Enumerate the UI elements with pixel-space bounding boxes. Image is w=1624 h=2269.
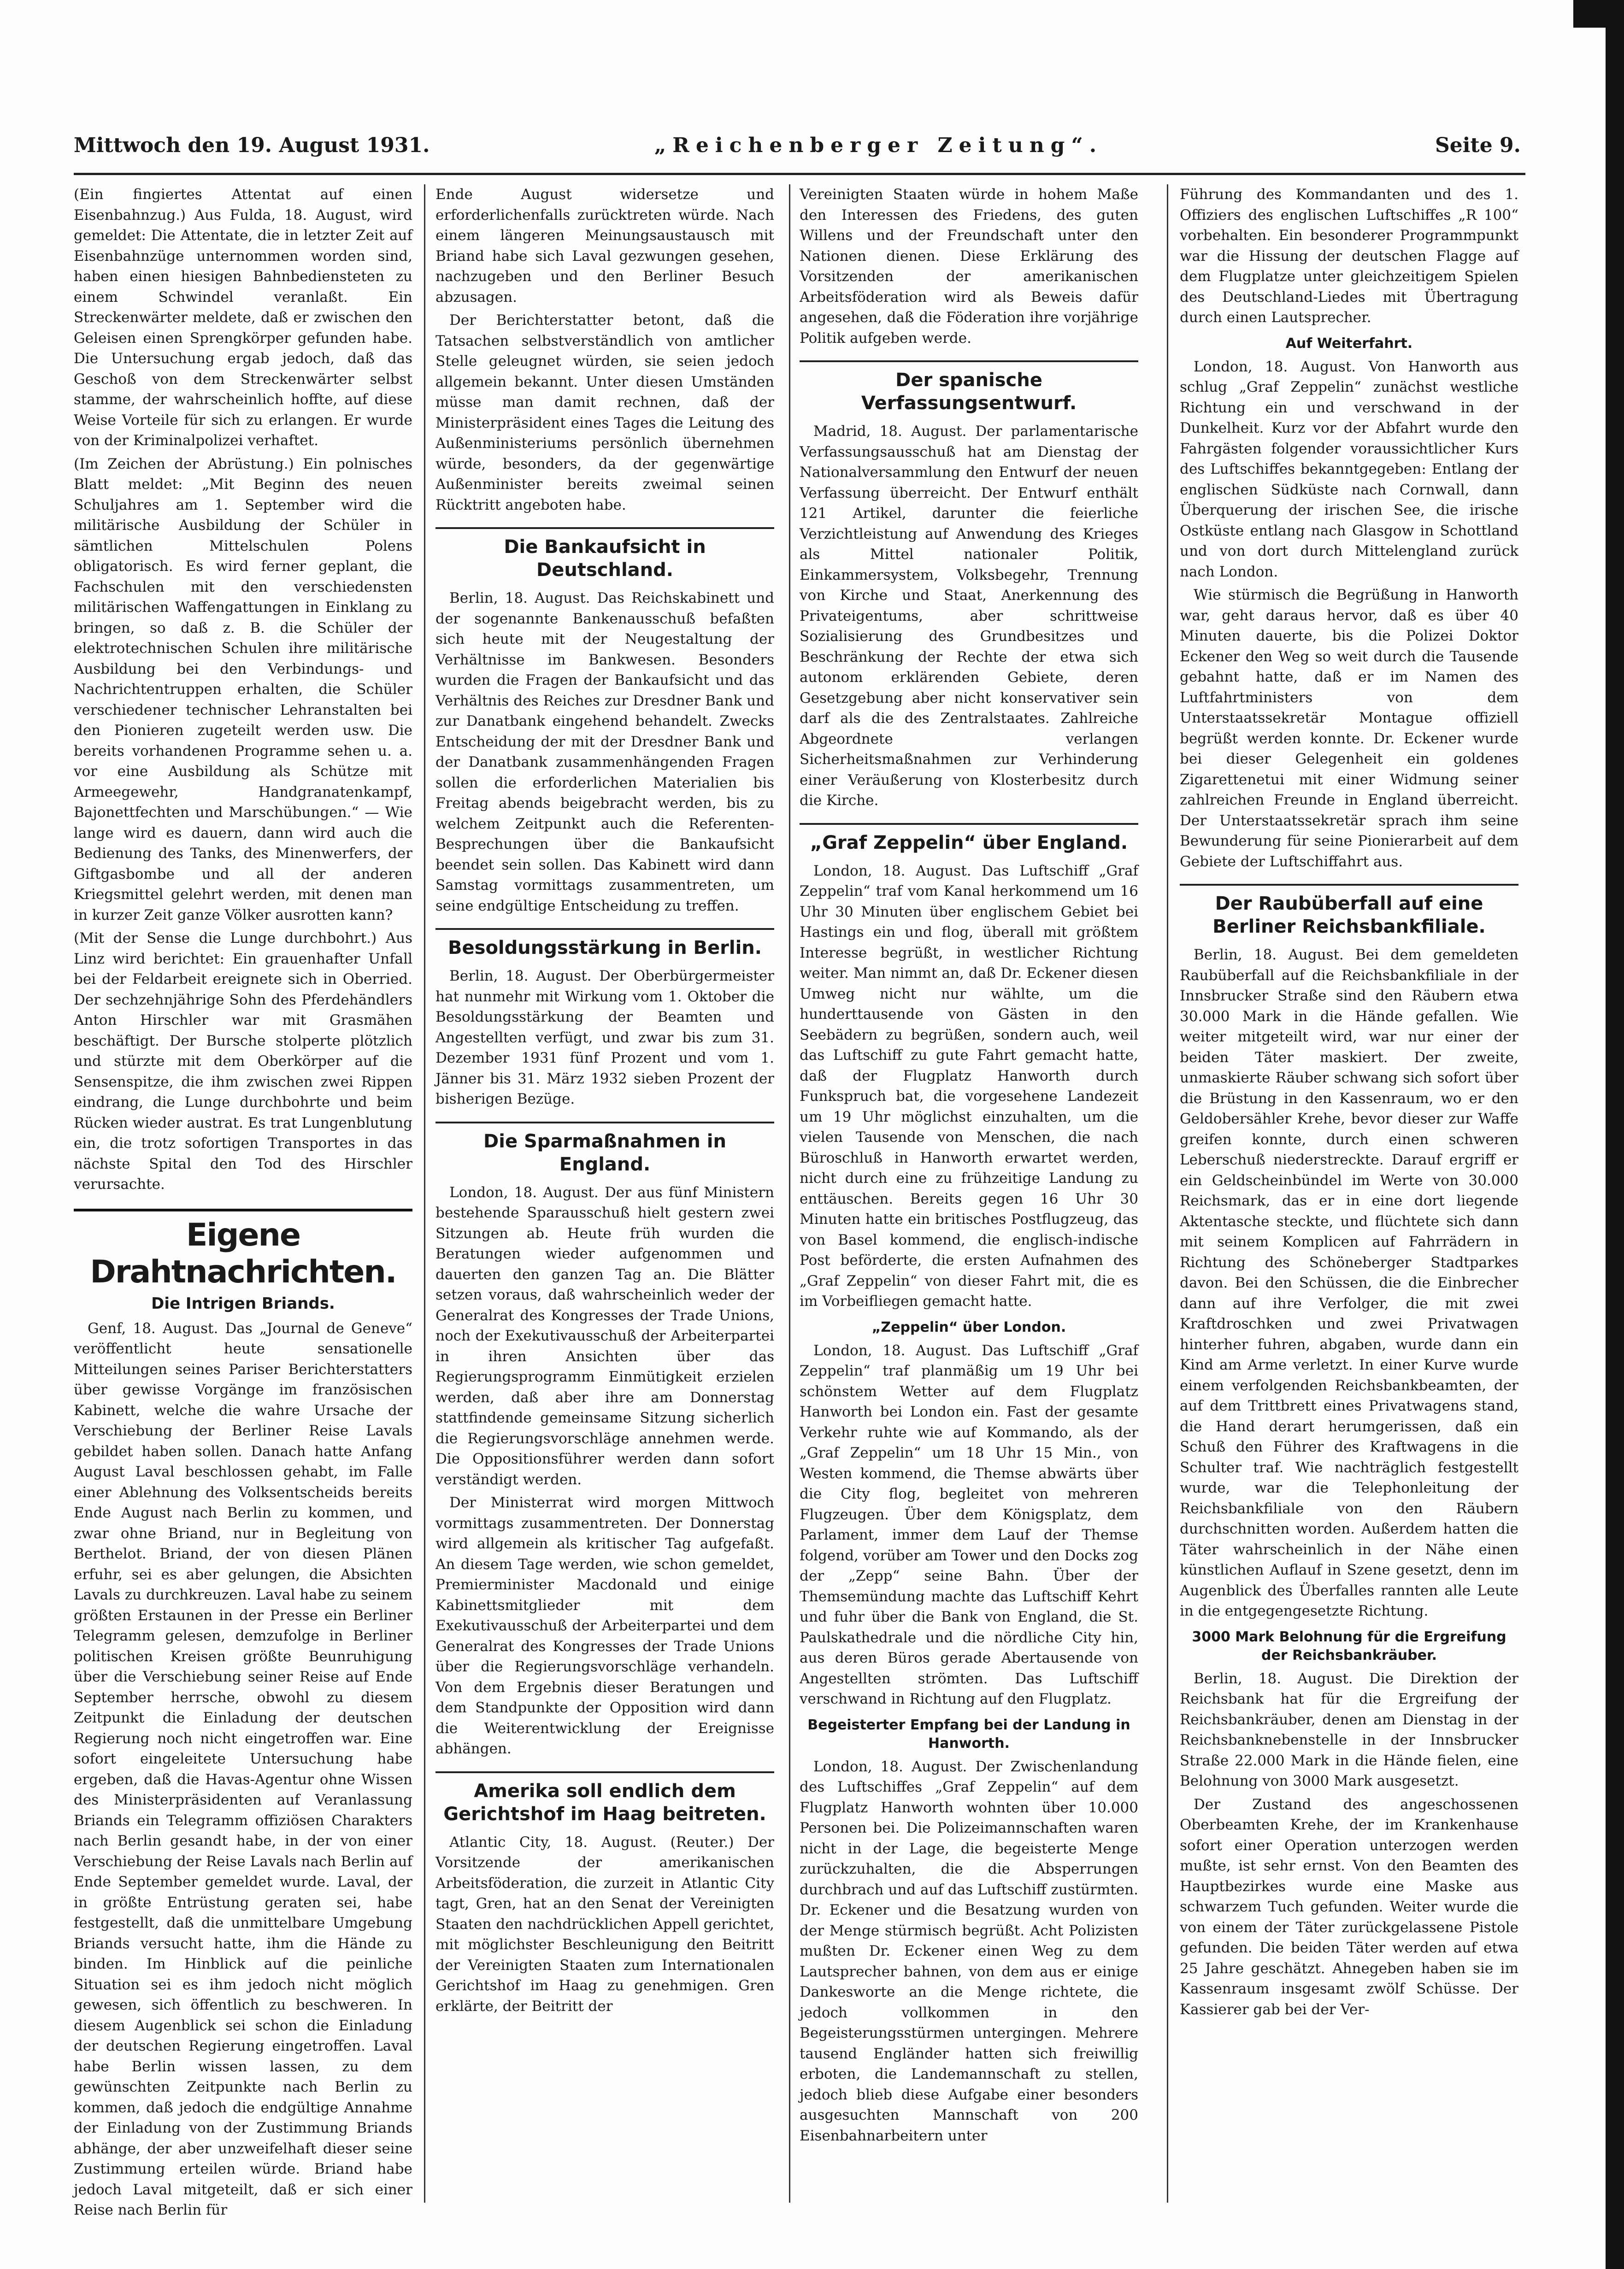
article-raubueberfall-body: Berlin, 18. August. Bei dem gemeldeten Raubüberfall auf die Reichsbankfiliale in der Innsbrucker Straße sind den Räubern etwa 30.000 Mark in die Hände gefallen. Wie weiter mitgeteilt wird, war nur einer der beiden Täter maskiert. Der zweite, unmaskierte Räuber schwang sich sofort über die Brüstung in den Kassenraum, wo er den Geldobersähler Krehe, bevor dieser zur Waffe greifen konnte, durch einen schweren Leberschuß niederstreckte. Darauf ergriff er ein Geldscheinbündel im Werte von 30.000 Reichsmark, das er in eine dort liegende Aktentasche steckte, und flüchtete sich dann mit seinem Komplicen auf Fahrrädern in Richtung des Schöneberger Stadtparkes davon. Bei den Schüssen, die die Einbrecher dann auf ihre Verfolger, die mit zwei Kraftdroschken und zwei Privatwagen hinterher fuhren, abgaben, wurde dann ein Kind am Arme verletzt. In einer Kurve wurde einem verfolgenden Reichsbankbeamten, der auf dem Trittbrett eines Privatwagens stand, die Hand derart herumgerissen, daß ein Schuß den Führer des Kraftwagens in die Schulter traf. Wie nachträglich festgestellt wurde, war die Telephonleitung der Reichsbankfiliale von den Räubern durchschnitten worden. Außerdem hatten die Täter wahrscheinlich in der Nähe einen künstlichen Auflauf in Szene gesetzt, denn im Augenblick des Überfalles rannten alle Leute in die entgegengesetzte Richtung.: [1180, 946, 1518, 1619]
article-sense: (Mit der Sense die Lunge durchbohrt.) Aus Linz wird berichtet: Ein grauenhafter Unfall bei der Feldarbeit ereignete sich in Oberried. Der sechzehnjährige Sohn des Pferdehändlers Anton Hirschler war mit Grasmähen beschäftigt. Der Bursche stolperte plötzlich und stürzte mit dem Oberkörper auf die Sensenspitze, die ihm zwischen zwei Rippen eindrang, die Lunge durchbohrte und beim Rücken wieder austrat. Es trat Lungenblutung ein, die trotz sofortigen Transportes in das nächste Spital den Tod des Hirschler verursachte.: [74, 930, 412, 1193]
column-4: [1180, 184, 1518, 2203]
column-3: [800, 184, 1138, 2203]
scan-border: [1606, 0, 1624, 2269]
header-paper-title: „Reichenberger Zeitung“.: [654, 134, 1103, 157]
article-amerika-body: Atlantic City, 18. August. (Reuter.) Der Vorsitzende der amerikanischen Arbeitsföderation, die zurzeit in Atlantic City tagt, Gren, hat an den Senat der Vereinigten Staaten den nachdrücklichen Appell gerichtet, mit möglichster Beschleunigung den Beitritt der Vereinigten Staaten zum Internationalen Gerichtshof im Haag zu genehmigen. Gren erklärte, der Beitritt der: [435, 1834, 774, 2015]
header-page-number: Seite 9.: [1435, 134, 1521, 157]
article-belohnung-body-2: Der Zustand des angeschossenen Oberbeamten Krehe, der im Krankenhause sofort einer Operation unterzogen werden mußte, ist sehr ernst. Von den Beamten des Hauptbezirkes wurde eine Maske aus schwarzem Tuch gefunden. Weiter wurde die von einem der Täter zurückgelassene Pistole gefunden. Die beiden Täter werden auf etwa 25 Jahre geschätzt. Ahnegeben haben sie im Kassenraum insgesamt zwölf Schüsse. Der Kassierer gab bei der Ver-: [1180, 1796, 1518, 2018]
column-2: [435, 184, 774, 2203]
article-zeppelin-body: London, 18. August. Das Luftschiff „Graf Zeppelin“ traf vom Kanal herkommend um 16 Uhr 30 Minuten über englischem Gebiet bei Hastings ein und flog, überall mit größtem Interesse begrüßt, in westlicher Richtung weiter. Man nimmt an, daß Dr. Eckener diesen Umweg nicht nur wählte, um die hunderttausende von Gästen in den Seebädern zu begrüßen, sondern auch, weil das Luftschiff zu gute Fahrt gemacht hatte, daß der Flugplatz Hanworth durch Funkspruch bat, die vorgesehene Landezeit um 19 Uhr möglichst einzuhalten, um die vielen Tausende von Menschen, die nach Büroschluß in Hanworth erwartet werden, nicht durch eine zu frühzeitige Landung zu enttäuschen. Bereits gegen 16 Uhr 30 Minuten hatte ein britisches Postflugzeug, das von Basel kommend, die englisch-indische Post beförderte, die ersten Aufnahmen des „Graf Zeppelin“ von dieser Fahrt mit, die es im Vorbeifliegen gemacht hatte.: [800, 862, 1138, 1310]
column-divider: [1167, 184, 1168, 2203]
column-divider: [789, 184, 790, 2203]
column-divider: [424, 184, 425, 2203]
column-1: [74, 184, 412, 2218]
headline-raubueberfall: Der Raubüberfall auf eine Berliner Reichsbankfiliale.: [1180, 884, 1518, 938]
article-besoldung-body: Berlin, 18. August. Der Oberbürgermeister hat nunmehr mit Wirkung vom 1. Oktober die Besoldungsstärkung der Beamten und Angestellten verfügt, und zwar bis zum 31. Dezember 1931 fünf Prozent und vom 1. Jänner bis 31. März 1932 sieben Prozent der bisherigen Bezüge.: [435, 968, 774, 1107]
article-spanien-body: Madrid, 18. August. Der parlamentarische Verfassungsausschuß hat am Dienstag der Nationalversammlung den Entwurf der neuen Verfassung überreicht. Der Entwurf enthält 121 Artikel, darunter die feierliche Verzichtleistung auf Anwendung des Krieges als Mittel nationaler Politik, Einkammersystem, Volksbegehr, Trennung von Kirche und Staat, Anerkennung des Privateigentums, aber schrittweise Sozialisierung des Grundbesitzes und Beschränkung der Rechte der etwa sich autonom erklärenden Gebiete, deren Gesetzgebung aber nicht konservativer sein darf als die des Zentralstaates. Zahlreiche Abgeordnete verlangen Sicherheitsmaßnahmen zur Verhinderung einer Veräußerung von Klosterbesitz durch die Kirche.: [800, 423, 1138, 809]
headline-spanische-verfassung: Der spanische Verfassungsentwurf.: [800, 360, 1138, 415]
article-briand-continued: Ende August widersetze und erforderlichenfalls zurücktreten würde. Nach einem längeren Meinungsaustausch mit Briand habe sich Laval gezwungen gesehen, nachzugeben und den Berliner Besuch abzusagen.: [435, 186, 774, 306]
article-sparmassnahmen-body: London, 18. August. Der aus fünf Ministern bestehende Sparausschuß hielt gestern zwei Sitzungen ab. Heute früh wurden die Beratungen wieder aufgenommen und dauerten den ganzen Tag an. Die Blätter setzen voraus, daß wahrscheinlich weder der Generalrat des Kongresses der Trade Unions, noch der Exekutivausschuß der Arbeiterpartei in ihren Ansichten über das Regierungsprogramm Einmütigkeit erzielen werden, daß aber ihre am Donnerstag stattfindende gemeinsame Sitzung sicherlich die Regierungsvorschläge annehmen werde. Die Oppositionsführer werden dann sofort verständigt werden.: [435, 1184, 774, 1488]
headline-amerika-haag: Amerika soll endlich dem Gerichtshof im Haag beitreten.: [435, 1771, 774, 1826]
article-attentat: (Ein fingiertes Attentat auf einen Eisenbahnzug.) Aus Fulda, 18. August, wird gemeldet: Die Attentate, die in letzter Zeit auf Eisenbahnzüge unternommen worden sind, haben einen hiesigen Bahnbediensteten zu einem Schwindel veranlaßt. Ein Streckenwärter meldete, daß er zwischen den Geleisen einen Sprengkörper gefunden habe. Die Untersuchung ergab jedoch, daß das Geschoß von dem Streckenwärter selbst stamme, der wahrscheinlich hoffte, auf diese Weise Vorteile für sich zu erlangen. Er wurde von der Kriminalpolizei verhaftet.: [74, 186, 412, 449]
headline-besoldung: Besoldungsstärkung in Berlin.: [435, 928, 774, 959]
article-weiterfahrt-body: London, 18. August. Von Hanworth aus schlug „Graf Zeppelin“ zunächst westliche Richtung ein und verschwand in der Dunkelheit. Kurz vor der Abfahrt wurde den Fahrgästen folgender voraussichtlicher Kurs des Luftschiffes bekanntgegeben: Entlang der englischen Südküste nach Cornwall, dann Überquerung der irischen See, die irische Ostküste entlang nach Glasgow in Schottland und von dort durch Mittelengland zurück nach London.: [1180, 358, 1518, 580]
header-rule: [74, 173, 1525, 175]
headline-zeppelin-london: „Zeppelin“ über London.: [871, 1319, 1066, 1335]
article-empfang-body: London, 18. August. Der Zwischenlandung des Luftschiffes „Graf Zeppelin“ auf dem Flugplatz Hanworth wohnten über 10.000 Personen bei. Die Polizeimannschaften waren nicht in der Lage, die begeisterte Menge zurückzuhalten, die die Absperrungen durchbrach und auf das Luftschiff zustürmten. Dr. Eckener und die Besatzung wurden von der Menge stürmisch begrüßt. Acht Polizisten mußten Dr. Eckener einen Weg zu dem Lautsprecher bahnen, von dem aus er einige Dankesworte an die Menge richtete, die jedoch vollkommen in den Begeisterungsstürmen untergingen. Mehrere tausend Engländer hatten sich freiwillig erboten, die Landemannschaft zu stellen, jedoch blieb diese Aufgabe einer besonders ausgesuchten Mannschaft von 200 Eisenbahnarbeitern unter: [800, 1758, 1138, 2144]
headline-zeppelin-england: „Graf Zeppelin“ über England.: [800, 823, 1138, 854]
article-weiterfahrt-body-2: Wie stürmisch die Begrüßung in Hanworth war, geht daraus hervor, daß es über 40 Minuten dauerte, bis die Polizei Doktor Eckener den Weg so weit durch die Tausende gebahnt hatte, daß er im Namen des Luftfahrtministers von dem Unterstaatssekretär Montague offiziell begrüßt werden konnte. Dr. Eckener wurde bei dieser Gelegenheit ein goldenes Zigarettenetui mit einer Widmung seiner zahlreichen Freunde in England überreicht. Der Unterstaatssekretär sprach ihm seine Bewunderung für seine Pionierarbeit auf dem Gebiete der Luftschiffahrt aus.: [1180, 587, 1518, 870]
headline-bankaufsicht: Die Bankaufsicht in Deutschland.: [435, 527, 774, 582]
headline-weiterfahrt: Auf Weiterfahrt.: [1285, 335, 1413, 352]
article-amerika-continued: Vereinigten Staaten würde in hohem Maße den Interessen des Friedens, des guten Willens und der Freundschaft unter den Nationen dienen. Diese Erklärung des Vorsitzenden der amerikanischen Arbeitsföderation wird als Beweis dafür angesehen, daß die Föderation ihre vorjährige Politik aufgeben werde.: [800, 186, 1138, 347]
headline-intrigen-briands: Die Intrigen Briands.: [151, 1294, 335, 1313]
headline-sparmassnahmen: Die Sparmaßnahmen in England.: [435, 1122, 774, 1176]
header-date: Mittwoch den 19. August 1931.: [74, 134, 430, 157]
article-empfang-continued: Führung des Kommandanten und des 1. Offiziers des englischen Luftschiffes „R 100“ vorbehalten. Ein besonderer Programmpunkt war die Hissung der deutschen Flagge auf dem Flugplatze unter gleichzeitigem Spielen des Deutschland-Liedes mit Übertragung durch einen Lautsprecher.: [1180, 186, 1518, 326]
article-briand-continued-2: Der Berichterstatter betont, daß die Tatsachen selbstverständlich von amtlicher Stelle geleugnet würden, sie seien jedoch allgemein bekannt. Unter diesen Umständen müsse man damit rechnen, daß der Ministerpräsident eines Tages die Leitung des Außenministeriums persönlich übernehmen würde, besonders, da der gegenwärtige Außenminister bereits zweimal seinen Rücktritt angeboten habe.: [435, 312, 774, 513]
article-belohnung-body: Berlin, 18. August. Die Direktion der Reichsbank hat für die Ergreifung der Reichsbankräuber, denen am Dienstag in der Reichsbanknebenstelle in der Innsbrucker Straße 22.000 Mark in die Hände fielen, eine Belohnung von 3000 Mark ausgesetzt.: [1180, 1670, 1518, 1789]
article-zeppelin-london-body: London, 18. August. Das Luftschiff „Graf Zeppelin“ traf planmäßig um 19 Uhr bei schönstem Wetter auf dem Flugplatz Hanworth bei London ein. Fast der gesamte Verkehr ruhte wie auf Kommando, als der „Graf Zeppelin“ um 18 Uhr 15 Min., von Westen kommend, die Themse abwärts über die City flog, begleitet von mehreren Flugzeugen. Über dem Königsplatz, dem Parlament, immer dem Lauf der Themse folgend, vorüber am Tower und den Docks zog der „Zepp“ seine Bahn. Über der Themsemündung machte das Luftschiff Kehrt und fuhr über die Bank von England, die St. Paulskathedrale und die nördliche City hin, aus deren Büros gerade Abertausende von Angestellten strömten. Das Luftschiff verschwand in Richtung auf den Flugplatz.: [800, 1342, 1138, 1707]
headline-belohnung: 3000 Mark Belohnung für die Ergreifung der Reichsbankräuber.: [1192, 1628, 1506, 1664]
scan-border-corner: [1573, 0, 1624, 28]
section-heading-drahtnachrichten: Eigene Drahtnachrichten.: [74, 1209, 412, 1291]
article-abruestung: (Im Zeichen der Abrüstung.) Ein polnisches Blatt meldet: „Mit Beginn des neuen Schuljahres am 1. September wird die militärische Ausbildung der Schüler in sämtlichen Mittelschulen Polens obligatorisch. Es wird ferner geplant, die Fachschulen mit den verschiedensten militärischen Waffengattungen in Einklang zu bringen, so daß z. B. die Schüler der elektrotechnischen Schulen ihre militärische Ausbildung bei den Verbindungs- und Nachrichtentruppen erhalten, die Schüler verschiedener technischer Lehranstalten bei den Pionieren zugeteilt werden usw. Die bereits vorhandenen Programme sehen u. a. vor eine Ausbildung als Schütze mit Armeegewehr, Handgranatenkampf, Bajonettfechten und Marschübungen.“ — Wie lange wird es dauern, dann wird auch die Bedienung des Tanks, des Minenwerfers, der Giftgasbombe und all der anderen Kriegsmittel gelehrt werden, mit denen man in kurzer Zeit ganze Völker ausrotten kann?: [74, 455, 412, 923]
headline-empfang-hanworth: Begeisterter Empfang bei der Landung in Hanworth.: [807, 1716, 1130, 1752]
article-briand-body: Genf, 18. August. Das „Journal de Geneve“ veröffentlicht heute sensationelle Mitteilungen seines Pariser Berichterstatters über gewisse Vorgänge im französischen Kabinett, welche die wahre Ursache der Verschiebung der Berliner Reise Lavals gebildet haben sollen. Danach hatte Anfang August Laval beschlossen gehabt, im Falle einer Ablehnung des Volksentscheids bereits Ende August nach Berlin zu kommen, und zwar ohne Briand, nur in Begleitung von Berthelot. Briand, der von diesen Plänen erfuhr, sei es aber gelungen, die Absichten Lavals zu durchkreuzen. Laval habe zu seinem größten Erstaunen in der Presse ein Berliner Telegramm gelesen, demzufolge in Berliner politischen Kreisen größte Beunruhigung über die Verschiebung seiner Reise auf Ende September herrsche, obwohl zu diesem Zeitpunkt die Einladung der deutschen Regierung noch nicht eingetroffen war. Eine sofort eingeleitete Untersuchung habe ergeben, daß die Havas-Agentur ohne Wissen des Ministerpräsidenten auf Veranlassung Briands ein Telegramm offiziösen Charakters nach Berlin gesandt habe, in der von einer Verschiebung der Reise Lavals nach Berlin auf Ende September gemeldet wurde. Laval, der in größte Entrüstung geraten sei, habe festgestellt, daß die unmittelbare Umgebung Briands versucht hatte, ihm die Hände zu binden. Im Hinblick auf die peinliche Situation sei es ihm jedoch nicht möglich gewesen, sich öffentlich zu beschweren. In diesem Augenblick sei schon die Einladung der deutschen Regierung eingetroffen. Laval habe Berlin wissen lassen, zu dem gewünschten Zeitpunkte nach Berlin zu kommen, daß jedoch die endgültige Annahme der Einladung von der Zustimmung Briands abhänge, der aber unzweifelhaft dieser seine Zustimmung erteilen würde. Briand habe jedoch Laval mitgeteilt, daß er sich einer Reise nach Berlin für: [74, 1320, 412, 2218]
article-bankaufsicht-body: Berlin, 18. August. Das Reichskabinett und der sogenannte Bankenausschuß befaßten sich heute mit der Neugestaltung der Verhältnisse im Bankwesen. Besonders wurden die Fragen der Bankaufsicht und das Verhältnis des Reiches zur Dresdner Bank und zur Danatbank eingehend behandelt. Zwecks Entscheidung der mit der Dresdner Bank und der Danatbank zusammenhängenden Fragen sollen die erforderlichen Materialien bis Freitag abends beigebracht werden, bis zu welchem Zeitpunkt auch die Referenten-Besprechungen über die Bankaufsicht beendet sein sollen. Das Kabinett wird dann Samstag vormittags zusammentreten, um seine endgültige Entscheidung zu treffen.: [435, 590, 774, 914]
article-sparmassnahmen-body-2: Der Ministerrat wird morgen Mittwoch vormittags zusammentreten. Der Donnerstag wird allgemein als kritischer Tag aufgefaßt. An diesem Tage werden, wie schon gemeldet, Premierminister Macdonald und einige Kabinettsmitglieder mit dem Exekutivausschuß der Arbeiterpartei und dem Generalrat des Kongresses der Trade Unions über die Regierungsvorschläge verhandeln. Von dem Ergebnis dieser Beratungen und dem Standpunkte der Opposition wird dann die Weiterentwicklung der Ereignisse abhängen.: [435, 1494, 774, 1757]
page-header: [74, 134, 1521, 166]
